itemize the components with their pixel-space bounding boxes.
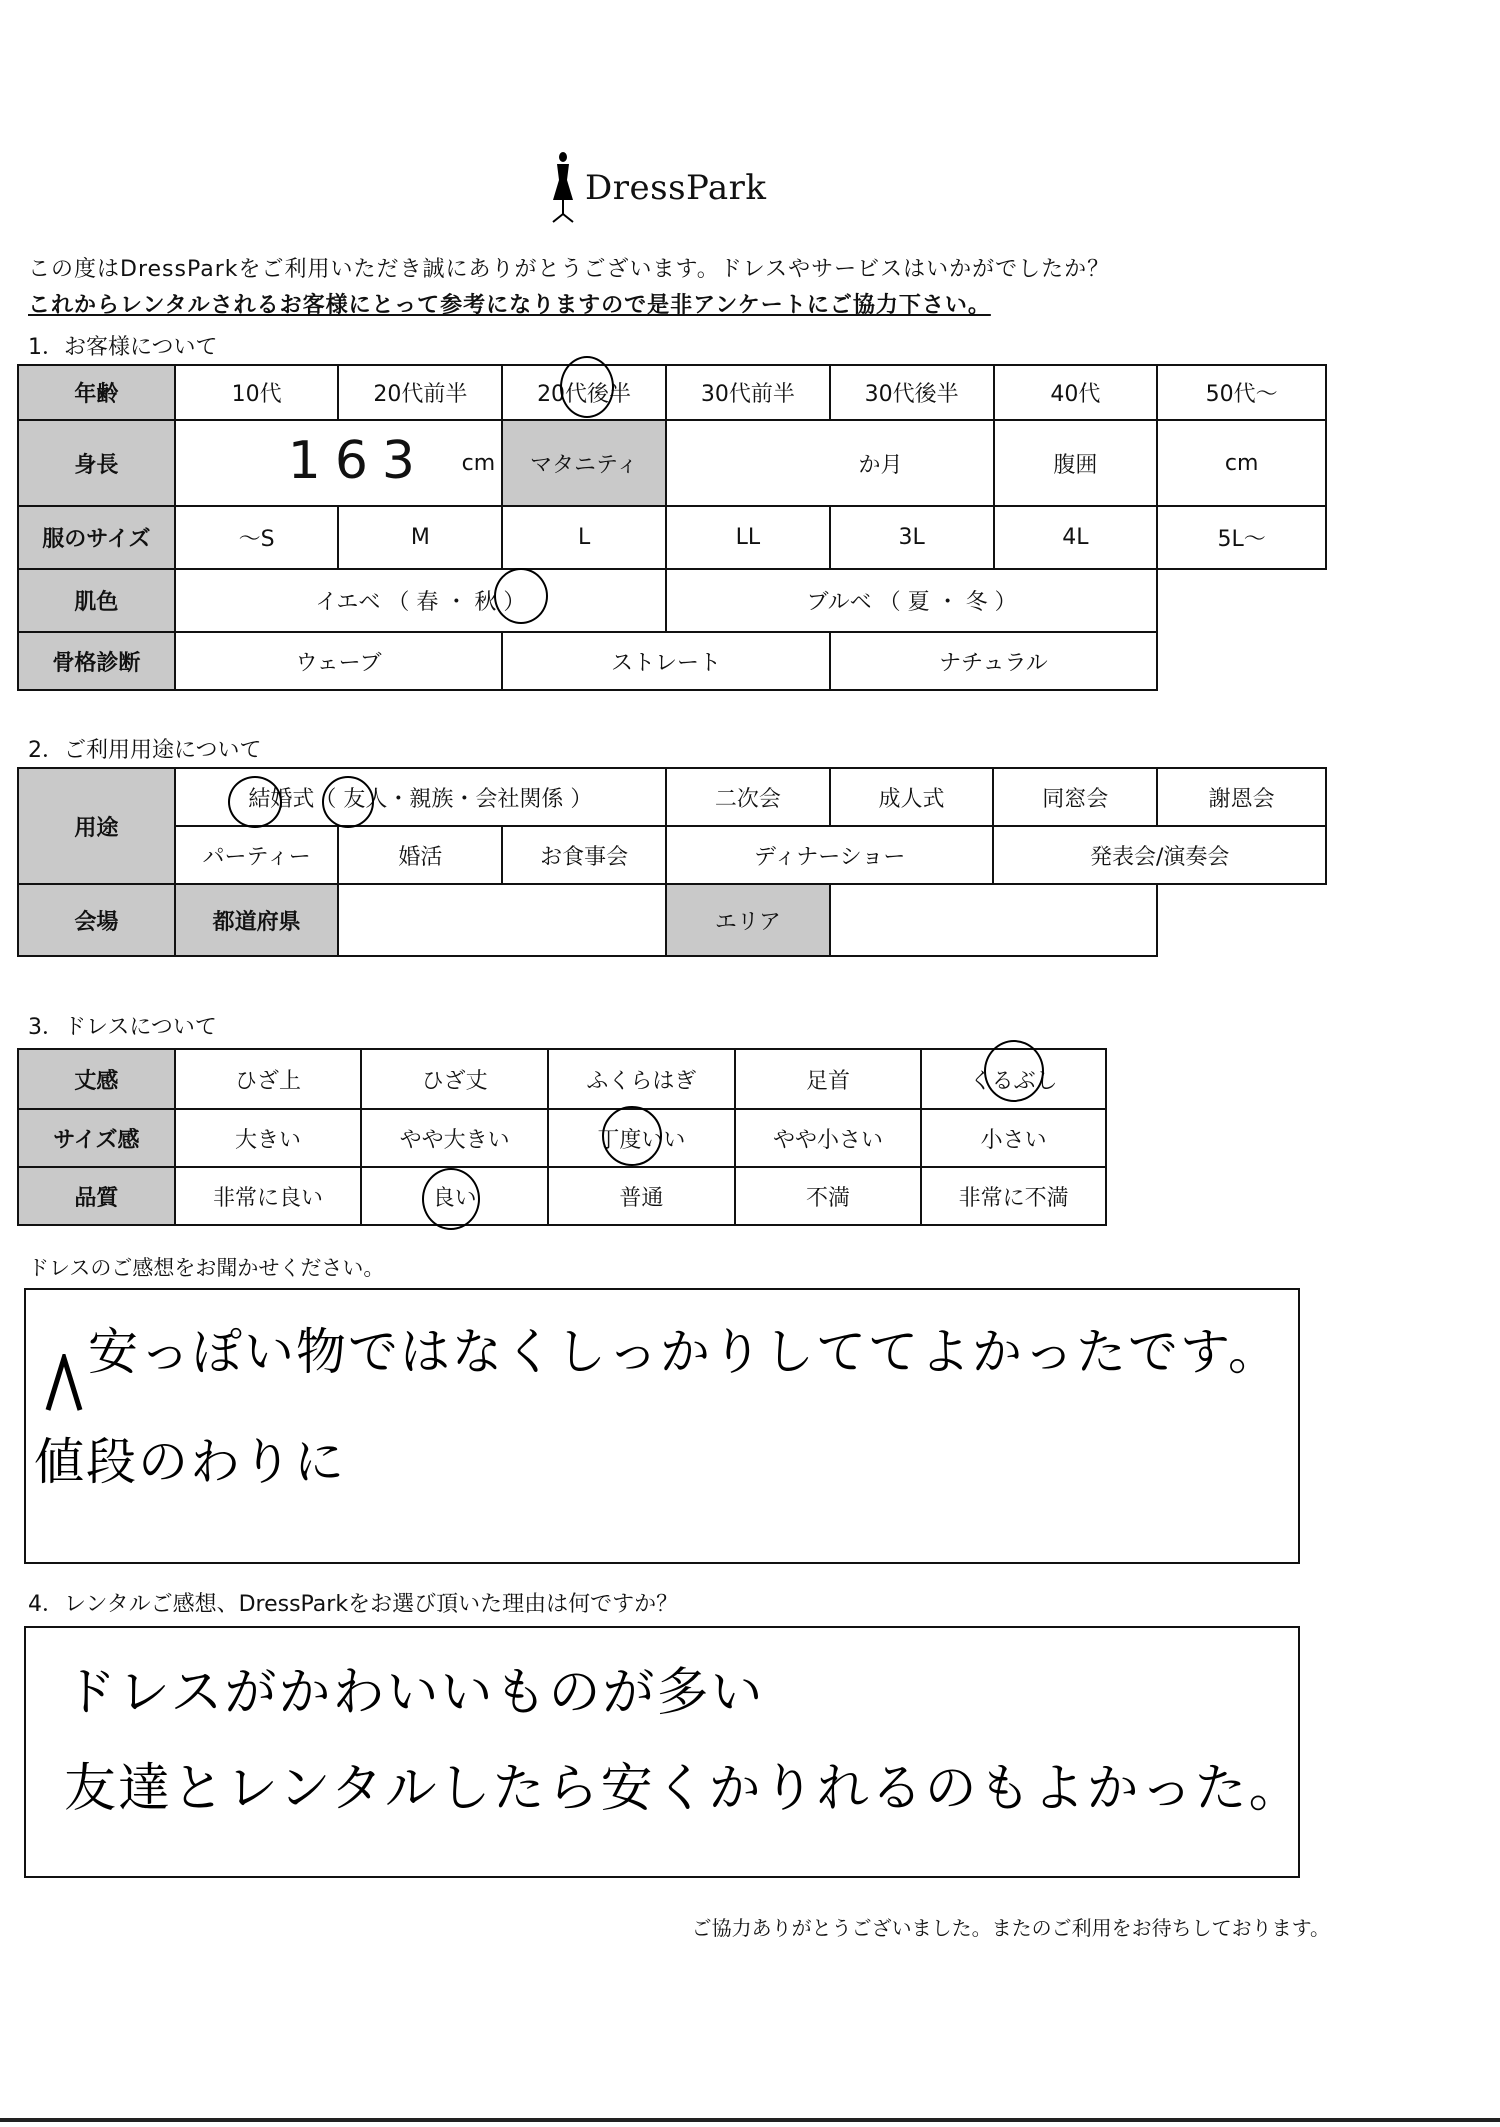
length-option[interactable]: ひざ上	[175, 1049, 362, 1109]
purpose-after-party[interactable]: 二次会	[666, 768, 830, 826]
purpose-reunion[interactable]: 同窓会	[993, 768, 1157, 826]
purpose-party[interactable]: パーティー	[175, 826, 339, 884]
comment-prompt: ドレスのご感想をお聞かせください。	[28, 1256, 385, 1280]
fit-option-selected[interactable]: 丁度いい	[548, 1109, 735, 1167]
area-field[interactable]	[830, 884, 1157, 956]
quality-option[interactable]: 非常に良い	[175, 1167, 362, 1225]
venue-label: 会場	[18, 884, 175, 956]
selection-circle-quality	[422, 1168, 480, 1230]
fit-option[interactable]: やや大きい	[361, 1109, 548, 1167]
frame-label: 骨格診断	[18, 632, 175, 690]
intro-request: これからレンタルされるお客様にとって参考になりますので是非アンケートにご協力下さい。	[28, 293, 991, 318]
age-option[interactable]: 40代	[994, 365, 1158, 420]
section1-title: 1．お客様について	[28, 335, 218, 360]
age-option[interactable]: 20代前半	[338, 365, 502, 420]
height-field[interactable]	[175, 420, 502, 506]
selection-circle-age	[560, 356, 614, 418]
frame-option[interactable]: ストレート	[502, 632, 830, 690]
area-label: エリア	[666, 884, 830, 956]
selection-circle-fit	[602, 1106, 662, 1166]
height-label: 身長	[18, 420, 175, 506]
quality-option[interactable]: 普通	[548, 1167, 735, 1225]
length-label: 丈感	[18, 1049, 175, 1109]
skin-label: 肌色	[18, 569, 175, 632]
purpose-label: 用途	[18, 768, 175, 884]
section4-title: 4．レンタルご感想、DressParkをお選び頂いた理由は何ですか？	[28, 1592, 679, 1617]
reason-box[interactable]	[24, 1626, 1303, 1878]
frame-option[interactable]: ナチュラル	[830, 632, 1158, 690]
prefecture-field[interactable]	[338, 884, 665, 956]
selection-circle-length	[984, 1040, 1044, 1102]
prefecture-label: 都道府県	[175, 884, 339, 956]
skin-yellow-option[interactable]: イエベ （ 春 ・ 秋 ）	[175, 569, 666, 632]
quality-option[interactable]: 不満	[735, 1167, 922, 1225]
fit-option[interactable]: 小さい	[921, 1109, 1106, 1167]
size-option[interactable]: 4L	[994, 506, 1158, 569]
size-option[interactable]: LL	[666, 506, 830, 569]
purpose-wedding[interactable]: 結婚式（ 友人・親族・会社関係 ）	[175, 768, 666, 826]
length-option[interactable]: 足首	[735, 1049, 922, 1109]
selection-circle-skin	[494, 568, 548, 624]
age-option[interactable]: 30代後半	[830, 365, 994, 420]
fit-option[interactable]: 大きい	[175, 1109, 362, 1167]
size-option[interactable]: 3L	[830, 506, 994, 569]
frame-option[interactable]: ウェーブ	[175, 632, 502, 690]
age-option[interactable]: 10代	[175, 365, 339, 420]
height-unit: cm	[461, 451, 496, 476]
fit-option[interactable]: やや小さい	[735, 1109, 922, 1167]
intro-text: この度はDressParkをご利用いただき誠にありがとうございます。ドレスやサービスはいかがでしたか？	[28, 257, 1111, 282]
age-option[interactable]: 30代前半	[666, 365, 830, 420]
dress-comment-line2: 値段のわりに	[34, 1433, 346, 1491]
dress-table	[17, 1048, 1107, 1226]
reason-line2: 友達とレンタルしたら安くかりれるのもよかった。	[64, 1759, 1303, 1819]
section3-title: 3．ドレスについて	[28, 1015, 217, 1040]
dress-form-icon	[545, 150, 581, 230]
purpose-table	[17, 767, 1327, 957]
maternity-label: マタニティ	[502, 420, 666, 506]
skin-blue-option[interactable]: ブルベ （ 夏 ・ 冬 ）	[666, 569, 1157, 632]
quality-label: 品質	[18, 1167, 175, 1225]
waist-unit[interactable]: cm	[1157, 420, 1326, 506]
size-option[interactable]: 5L～	[1157, 506, 1326, 569]
fit-label: サイズ感	[18, 1109, 175, 1167]
age-option[interactable]: 50代～	[1157, 365, 1326, 420]
age-option-selected[interactable]: 20代後半	[502, 365, 666, 420]
size-option[interactable]: L	[502, 506, 666, 569]
purpose-recital[interactable]: 発表会/演奏会	[993, 826, 1326, 884]
customer-info-table	[17, 364, 1327, 691]
size-label: 服のサイズ	[18, 506, 175, 569]
age-label: 年齢	[18, 365, 175, 420]
size-option[interactable]: M	[338, 506, 502, 569]
height-value: 163	[287, 431, 429, 491]
brand-logo	[545, 150, 805, 230]
section2-title: 2．ご利用用途について	[28, 738, 262, 763]
quality-option[interactable]: 非常に不満	[921, 1167, 1106, 1225]
waist-label: 腹囲	[994, 420, 1158, 506]
scan-edge-line	[0, 2118, 1500, 2122]
purpose-konkatsu[interactable]: 婚活	[338, 826, 502, 884]
thanks-footer: ご協力ありがとうございました。またのご利用をお待ちしております。	[691, 1916, 1330, 1940]
maternity-months-field[interactable]: か月	[666, 420, 994, 506]
purpose-dinner-show[interactable]: ディナーショー	[666, 826, 993, 884]
purpose-thanks-party[interactable]: 謝恩会	[1157, 768, 1326, 826]
size-option[interactable]: ～S	[175, 506, 339, 569]
dress-comment-line1: 安っぽい物ではなくしっかりしててよかったです。	[88, 1323, 1280, 1381]
length-option-selected[interactable]: くるぶし	[921, 1049, 1106, 1109]
selection-circle-friend	[322, 776, 374, 828]
brand-name: DressPark	[585, 168, 767, 208]
quality-option-selected[interactable]: 良い	[361, 1167, 548, 1225]
selection-circle-wedding	[228, 776, 282, 828]
length-option[interactable]: ふくらはぎ	[548, 1049, 735, 1109]
reason-line1: ドレスがかわいいものが多い	[64, 1663, 765, 1723]
caret-insert-icon	[44, 1354, 84, 1414]
dress-comment-box[interactable]	[24, 1288, 1300, 1564]
length-option[interactable]: ひざ丈	[361, 1049, 548, 1109]
purpose-dinner[interactable]: お食事会	[502, 826, 666, 884]
purpose-coming-of-age[interactable]: 成人式	[830, 768, 994, 826]
